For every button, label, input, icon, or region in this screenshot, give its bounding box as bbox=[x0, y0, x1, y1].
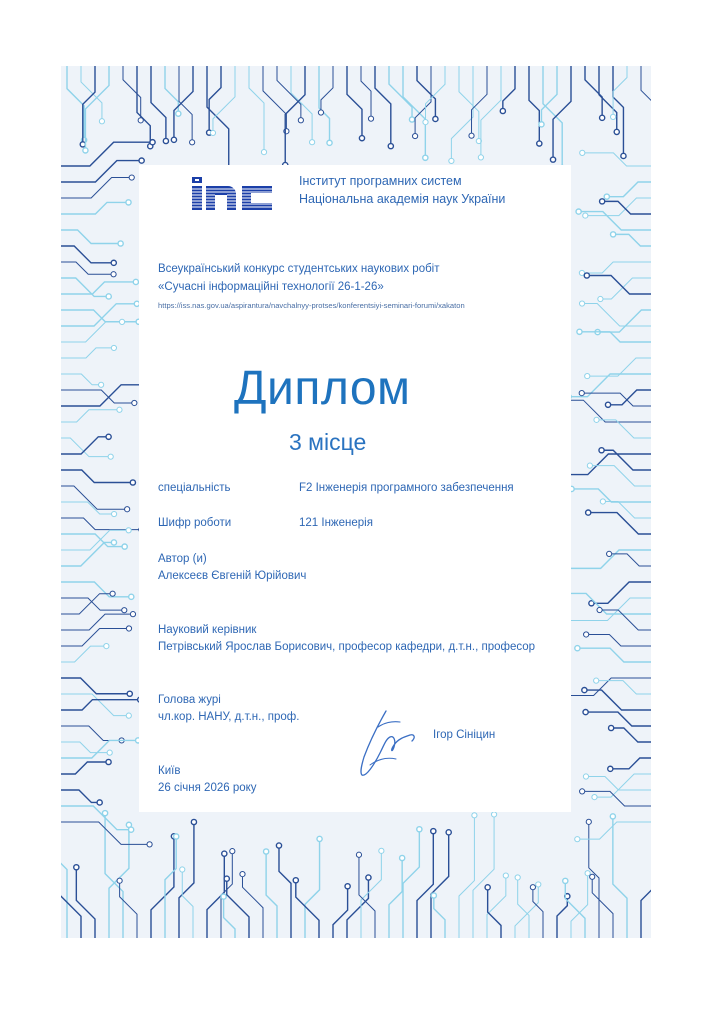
circuit-node bbox=[126, 713, 131, 718]
circuit-node bbox=[261, 150, 266, 155]
circuit-trace bbox=[389, 858, 402, 938]
circuit-trace bbox=[582, 153, 651, 166]
circuit-trace bbox=[123, 66, 141, 120]
institute-logo-mark bbox=[190, 176, 278, 212]
author-value: Алексеєв Євгеній Юрійович bbox=[158, 570, 307, 582]
circuit-node bbox=[147, 842, 152, 847]
circuit-trace bbox=[585, 198, 651, 216]
circuit-node bbox=[478, 155, 483, 160]
circuit-trace bbox=[305, 839, 320, 938]
circuit-trace bbox=[347, 66, 362, 138]
circuit-trace bbox=[61, 740, 138, 758]
circuit-trace bbox=[518, 877, 529, 938]
city: Київ bbox=[158, 765, 181, 777]
institute-logo bbox=[190, 176, 278, 212]
circuit-node bbox=[107, 750, 112, 755]
circuit-trace bbox=[603, 501, 651, 518]
circuit-node bbox=[379, 848, 384, 853]
circuit-node bbox=[126, 528, 131, 533]
circuit-node bbox=[111, 260, 116, 265]
circuit-trace bbox=[61, 437, 109, 454]
circuit-node bbox=[80, 142, 85, 147]
circuit-trace bbox=[61, 262, 114, 274]
circuit-node bbox=[176, 111, 181, 116]
circuit-trace bbox=[610, 758, 651, 769]
circuit-node bbox=[117, 878, 122, 883]
circuit-trace bbox=[591, 582, 651, 603]
diploma-place: 3 місце bbox=[289, 429, 367, 455]
circuit-node bbox=[575, 646, 580, 651]
signature-image bbox=[356, 707, 420, 779]
circuit-node bbox=[583, 213, 588, 218]
circuit-trace bbox=[61, 142, 153, 166]
circuit-node bbox=[580, 150, 585, 155]
circuit-trace bbox=[179, 822, 194, 938]
circuit-trace bbox=[61, 594, 113, 614]
circuit-node bbox=[585, 871, 590, 876]
circuit-trace bbox=[61, 410, 119, 422]
circuit-trace bbox=[61, 322, 122, 342]
circuit-trace bbox=[588, 513, 651, 534]
circuit-trace bbox=[151, 66, 166, 141]
circuit-node bbox=[610, 814, 615, 819]
circuit-node bbox=[433, 116, 438, 121]
circuit-node bbox=[597, 607, 602, 612]
circuit-node bbox=[356, 852, 361, 857]
circuit-node bbox=[575, 837, 580, 842]
circuit-trace bbox=[61, 390, 134, 403]
circuit-trace bbox=[434, 895, 445, 938]
circuit-node bbox=[97, 800, 102, 805]
circuit-node bbox=[530, 885, 535, 890]
circuit-node bbox=[605, 402, 610, 407]
circuit-node bbox=[150, 140, 155, 145]
circuit-node bbox=[586, 819, 591, 824]
circuit-node bbox=[584, 632, 589, 637]
contest-title: «Сучасні інформаційні технології 26-1-26» bbox=[158, 281, 384, 293]
circuit-node bbox=[106, 294, 111, 299]
circuit-node bbox=[130, 480, 135, 485]
circuit-trace bbox=[609, 554, 651, 566]
circuit-node bbox=[111, 345, 116, 350]
circuit-node bbox=[446, 830, 451, 835]
circuit-trace bbox=[321, 66, 333, 113]
circuit-trace bbox=[151, 836, 174, 938]
circuit-trace bbox=[242, 874, 263, 938]
circuit-trace bbox=[584, 690, 651, 710]
circuit-node bbox=[163, 138, 168, 143]
circuit-node bbox=[126, 626, 131, 631]
circuit-node bbox=[503, 873, 508, 878]
circuit-node bbox=[472, 813, 477, 818]
circuit-node bbox=[210, 130, 215, 135]
circuit-node bbox=[600, 115, 605, 120]
circuit-node bbox=[599, 448, 604, 453]
issue-date: 26 січня 2026 року bbox=[158, 782, 257, 794]
academy-name: Національна академія наук України bbox=[299, 192, 506, 206]
institute-name: Інститут програмних систем bbox=[299, 174, 462, 188]
circuit-node bbox=[582, 687, 587, 692]
circuit-trace bbox=[285, 66, 305, 165]
circuit-trace bbox=[582, 262, 651, 273]
diploma-card bbox=[139, 165, 571, 812]
circuit-node bbox=[122, 608, 127, 613]
circuit-trace bbox=[120, 881, 137, 938]
circuit-trace bbox=[611, 728, 651, 742]
circuit-node bbox=[127, 691, 132, 696]
circuit-node bbox=[174, 834, 179, 839]
circuit-node bbox=[590, 874, 595, 879]
circuit-node bbox=[224, 876, 229, 881]
circuit-trace bbox=[61, 678, 130, 694]
circuit-node bbox=[132, 400, 137, 405]
circuit-trace bbox=[61, 790, 100, 802]
circuit-node bbox=[417, 827, 422, 832]
circuit-node bbox=[139, 158, 144, 163]
jury-title: чл.кор. НАНУ, д.т.н., проф. bbox=[158, 711, 300, 723]
circuit-node bbox=[388, 144, 393, 149]
circuit-node bbox=[592, 795, 597, 800]
circuit-node bbox=[609, 725, 614, 730]
circuit-trace bbox=[503, 66, 515, 111]
circuit-trace bbox=[613, 816, 627, 938]
circuit-trace bbox=[572, 489, 651, 502]
circuit-trace bbox=[567, 454, 651, 475]
circuit-node bbox=[99, 382, 104, 387]
circuit-trace bbox=[590, 466, 651, 486]
circuit-node bbox=[345, 884, 350, 889]
circuit-trace bbox=[61, 542, 114, 566]
circuit-node bbox=[230, 849, 235, 854]
circuit-trace bbox=[598, 310, 651, 332]
circuit-node bbox=[583, 774, 588, 779]
circuit-trace bbox=[61, 762, 109, 774]
circuit-trace bbox=[557, 896, 567, 938]
jury-name: Ігор Сініцин bbox=[433, 729, 496, 741]
supervisor-value: Петрівський Ярослав Борисович, професор кафедри, д.т.н., професор bbox=[158, 641, 536, 653]
circuit-trace bbox=[577, 648, 651, 662]
circuit-trace bbox=[451, 66, 473, 161]
circuit-trace bbox=[333, 886, 348, 938]
circuit-trace bbox=[61, 878, 81, 938]
circuit-node bbox=[412, 133, 417, 138]
circuit-node bbox=[111, 272, 116, 277]
cipher-label: Шифр роботи bbox=[158, 517, 232, 529]
circuit-trace bbox=[389, 66, 412, 119]
circuit-node bbox=[400, 855, 405, 860]
circuit-node bbox=[600, 499, 605, 504]
contest-url-link[interactable]: https://iss.nas.gov.ua/aspirantura/navchalnyy-protses/konferentsiyi-seminari-forumi/xakaton bbox=[158, 301, 465, 310]
circuit-node bbox=[587, 463, 592, 468]
circuit-node bbox=[310, 140, 315, 145]
circuit-trace bbox=[279, 846, 291, 938]
circuit-trace bbox=[586, 712, 651, 726]
circuit-node bbox=[126, 200, 131, 205]
circuit-trace bbox=[515, 884, 538, 938]
circuit-node bbox=[423, 155, 428, 160]
circuit-trace bbox=[165, 66, 178, 114]
circuit-node bbox=[276, 843, 281, 848]
circuit-trace bbox=[594, 774, 651, 797]
circuit-trace bbox=[602, 450, 651, 470]
circuit-node bbox=[102, 811, 107, 816]
circuit-node bbox=[539, 122, 544, 127]
circuit-node bbox=[129, 175, 134, 180]
circuit-trace bbox=[207, 66, 229, 170]
jury-label: Голова журі bbox=[158, 694, 221, 706]
circuit-node bbox=[409, 117, 414, 122]
circuit-trace bbox=[105, 813, 123, 938]
circuit-node bbox=[366, 875, 371, 880]
circuit-node bbox=[240, 872, 245, 877]
circuit-node bbox=[99, 119, 104, 124]
circuit-trace bbox=[85, 66, 109, 150]
circuit-node bbox=[607, 551, 612, 556]
circuit-trace bbox=[597, 420, 651, 438]
circuit-trace bbox=[592, 877, 613, 938]
circuit-node bbox=[576, 209, 581, 214]
circuit-node bbox=[449, 158, 454, 163]
circuit-trace bbox=[459, 66, 479, 141]
circuit-trace bbox=[586, 634, 651, 646]
circuit-trace bbox=[61, 694, 129, 716]
circuit-trace bbox=[61, 470, 133, 483]
circuit-node bbox=[317, 836, 322, 841]
circuit-trace bbox=[61, 502, 114, 514]
circuit-node bbox=[469, 133, 474, 138]
circuit-trace bbox=[61, 646, 106, 662]
circuit-node bbox=[585, 373, 590, 378]
circuit-node bbox=[111, 540, 116, 545]
circuit-node bbox=[500, 108, 505, 113]
circuit-node bbox=[117, 407, 122, 412]
circuit-trace bbox=[227, 879, 249, 938]
circuit-node bbox=[125, 507, 130, 512]
circuit-node bbox=[108, 454, 113, 459]
circuit-trace bbox=[291, 66, 312, 142]
specialty-value: F2 Інженерія програмного забезпечення bbox=[299, 482, 514, 494]
circuit-trace bbox=[529, 66, 539, 144]
circuit-trace bbox=[224, 897, 235, 938]
circuit-trace bbox=[61, 246, 114, 263]
circuit-trace bbox=[61, 374, 101, 385]
circuit-trace bbox=[249, 66, 264, 152]
circuit-trace bbox=[137, 66, 150, 146]
circuit-trace bbox=[61, 726, 122, 740]
circuit-trace bbox=[61, 230, 121, 244]
circuit-node bbox=[515, 875, 520, 880]
circuit-node bbox=[83, 148, 88, 153]
circuit-trace bbox=[61, 628, 129, 646]
circuit-trace bbox=[613, 66, 627, 117]
circuit-trace bbox=[600, 278, 651, 299]
circuit-trace bbox=[209, 66, 221, 133]
circuit-node bbox=[608, 766, 613, 771]
circuit-node bbox=[106, 434, 111, 439]
circuit-trace bbox=[641, 66, 651, 134]
circuit-node bbox=[586, 510, 591, 515]
circuit-trace bbox=[61, 582, 131, 597]
author-label: Автор (и) bbox=[158, 553, 207, 565]
circuit-trace bbox=[61, 700, 140, 710]
circuit-node bbox=[133, 279, 138, 284]
circuit-trace bbox=[61, 202, 129, 214]
circuit-trace bbox=[296, 880, 319, 938]
circuit-trace bbox=[361, 851, 381, 938]
circuit-node bbox=[423, 120, 428, 125]
circuit-trace bbox=[61, 598, 124, 610]
circuit-trace bbox=[586, 777, 651, 790]
circuit-node bbox=[584, 273, 589, 278]
circuit-trace bbox=[266, 852, 277, 938]
circuit-node bbox=[129, 827, 134, 832]
circuit-trace bbox=[61, 614, 133, 630]
circuit-node bbox=[130, 612, 135, 617]
circuit-node bbox=[122, 544, 127, 549]
circuit-node bbox=[550, 157, 555, 162]
circuit-trace bbox=[613, 234, 651, 246]
circuit-trace bbox=[403, 66, 425, 158]
circuit-node bbox=[431, 829, 436, 834]
circuit-trace bbox=[61, 282, 136, 294]
contest-name: Всеукраїнський конкурс студентських наукових робіт bbox=[158, 263, 440, 275]
diploma-title: Диплом bbox=[234, 362, 411, 415]
supervisor-label: Науковий керівник bbox=[158, 624, 257, 636]
circuit-node bbox=[610, 114, 615, 119]
circuit-node bbox=[614, 129, 619, 134]
circuit-trace bbox=[67, 66, 84, 140]
circuit-node bbox=[298, 118, 303, 123]
circuit-node bbox=[368, 116, 373, 121]
circuit-trace bbox=[61, 486, 127, 509]
circuit-trace bbox=[417, 66, 435, 119]
circuit-node bbox=[579, 390, 584, 395]
circuit-node bbox=[129, 594, 134, 599]
specialty-label: спеціальність bbox=[158, 482, 231, 494]
circuit-trace bbox=[213, 66, 235, 133]
circuit-node bbox=[594, 678, 599, 683]
circuit-node bbox=[118, 241, 123, 246]
circuit-node bbox=[485, 885, 490, 890]
cipher-value: 121 Інженерія bbox=[299, 517, 373, 529]
circuit-node bbox=[293, 878, 298, 883]
circuit-trace bbox=[607, 182, 651, 197]
circuit-node bbox=[221, 894, 226, 899]
circuit-node bbox=[580, 789, 585, 794]
circuit-node bbox=[579, 301, 584, 306]
circuit-trace bbox=[263, 66, 286, 131]
circuit-node bbox=[191, 819, 196, 824]
circuit-node bbox=[621, 153, 626, 158]
circuit-node bbox=[491, 812, 496, 817]
circuit-node bbox=[74, 865, 79, 870]
circuit-trace bbox=[277, 66, 301, 120]
circuit-trace bbox=[473, 814, 494, 938]
circuit-trace bbox=[174, 66, 193, 140]
circuit-node bbox=[318, 110, 323, 115]
circuit-node bbox=[600, 199, 605, 204]
circuit-trace bbox=[579, 332, 651, 342]
circuit-node bbox=[106, 759, 111, 764]
circuit-node bbox=[563, 878, 568, 883]
circuit-node bbox=[604, 194, 609, 199]
circuit-node bbox=[359, 136, 364, 141]
circuit-node bbox=[537, 141, 542, 146]
circuit-node bbox=[104, 643, 109, 648]
circuit-trace bbox=[641, 821, 651, 938]
circuit-trace bbox=[61, 348, 114, 358]
circuit-trace bbox=[459, 815, 474, 938]
circuit-node bbox=[264, 849, 269, 854]
circuit-node bbox=[611, 232, 616, 237]
circuit-node bbox=[327, 140, 332, 145]
circuit-node bbox=[222, 851, 227, 856]
circuit-node bbox=[111, 511, 116, 516]
circuit-trace bbox=[582, 304, 651, 326]
circuit-node bbox=[190, 140, 195, 145]
circuit-node bbox=[536, 882, 541, 887]
circuit-trace bbox=[61, 821, 67, 938]
circuit-trace bbox=[76, 867, 95, 938]
circuit-node bbox=[583, 709, 588, 714]
circuit-node bbox=[171, 137, 176, 142]
circuit-trace bbox=[481, 66, 501, 157]
circuit-trace bbox=[61, 806, 131, 830]
circuit-trace bbox=[182, 870, 193, 938]
circuit-trace bbox=[565, 881, 585, 938]
circuit-node bbox=[110, 591, 115, 596]
circuit-node bbox=[594, 417, 599, 422]
circuit-node bbox=[180, 867, 185, 872]
circuit-node bbox=[431, 893, 436, 898]
circuit-node bbox=[598, 296, 603, 301]
circuit-node bbox=[577, 329, 582, 334]
circuit-node bbox=[119, 319, 124, 324]
